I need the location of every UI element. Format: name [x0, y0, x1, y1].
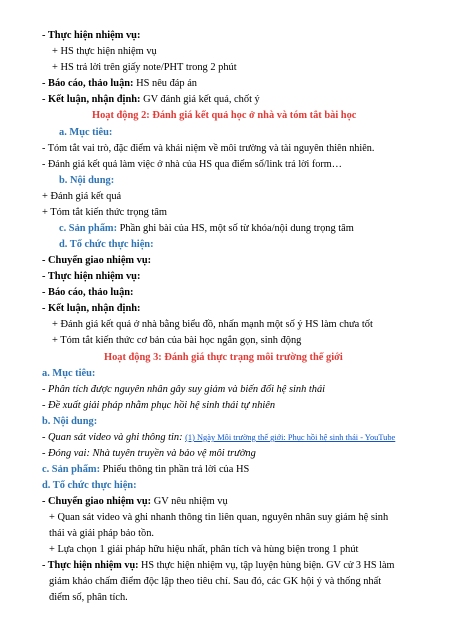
product-line: c. Sản phẩm: Phần ghi bài của HS, một số từ khóa/nội dung trọng tâm — [59, 223, 354, 234]
roleplay-line: - Đóng vai: Nhà tuyên truyền và bảo vệ môi trường — [42, 448, 256, 459]
bullet-line: + HS trả lời trên giấy note/PHT trong 2 phút — [52, 62, 237, 73]
conclusion-line: - Kết luận, nhận định: GV đánh giá kết quả, chốt ý — [42, 94, 260, 105]
report-line: - Báo cáo, thảo luận: HS nêu đáp án — [42, 78, 198, 89]
bullet-line: + Lựa chọn 1 giải pháp hữu hiệu nhất, phân tích và hùng biện trong 1 phút — [49, 544, 359, 555]
objective-line: - Đánh giá kết quả làm việc ở nhà của HS qua điểm số/link trả lời form… — [42, 159, 342, 170]
activity-2-heading: Hoạt động 2: Đánh giá kết quả học ở nhà và tóm tắt bài học — [92, 110, 357, 121]
content-line: + Đánh giá kết quả — [42, 191, 122, 202]
bullet-line: + Đánh giá kết quả ở nhà bằng biểu đồ, nhấn mạnh một số ý HS làm chưa tốt — [52, 319, 373, 330]
organization-label: d. Tổ chức thực hiện: — [59, 239, 154, 250]
do-task-label: - Thực hiện nhiệm vụ: — [42, 30, 141, 41]
bullet-line-continued: thái và giải pháp bảo tồn. — [49, 528, 155, 539]
do-task-line-continued: điểm số, phân tích. — [49, 592, 128, 603]
organization-label: d. Tổ chức thực hiện: — [42, 480, 137, 491]
do-task-label: - Thực hiện nhiệm vụ: — [42, 271, 141, 282]
content-label: b. Nội dung: — [59, 175, 115, 186]
youtube-video-link[interactable]: (1) Ngày Môi trường thế giới: Phục hồi hệ sinh thái - YouTube — [185, 433, 396, 442]
objective-line: - Tóm tắt vai trò, đặc điểm và khái niệm về môi trường và tài nguyên thiên nhiên. — [42, 143, 375, 154]
bullet-line: + HS thực hiện nhiệm vụ — [52, 46, 157, 57]
video-line: - Quan sát video và ghi thông tin: (1) Ngày Môi trường thế giới: Phục hồi hệ sinh thái - YouTube — [42, 432, 396, 443]
report-label: - Báo cáo, thảo luận: — [42, 287, 134, 298]
objective-label: a. Mục tiêu: — [59, 127, 113, 138]
product-line: c. Sản phẩm: Phiếu thông tin phần trả lời của HS — [42, 464, 250, 475]
content-label: b. Nội dung: — [42, 416, 98, 427]
assign-task-label: - Chuyển giao nhiệm vụ: — [42, 255, 152, 266]
objective-label: a. Mục tiêu: — [42, 368, 96, 379]
content-line: + Tóm tắt kiến thức trọng tâm — [42, 207, 167, 218]
bullet-line: + Tóm tắt kiến thức cơ bản của bài học ngắn gọn, sinh động — [52, 335, 302, 346]
objective-line: - Phân tích được nguyên nhân gây suy giảm và biến đổi hệ sinh thái — [42, 384, 326, 395]
do-task-line: - Thực hiện nhiệm vụ: HS thực hiện nhiệm vụ, tập luyện hùng biện. GV cử 3 HS làm — [42, 560, 395, 571]
conclusion-label: - Kết luận, nhận định: — [42, 303, 141, 314]
objective-line: - Đề xuất giải pháp nhằm phục hồi hệ sinh thái tự nhiên — [42, 400, 276, 411]
assign-task-line: - Chuyển giao nhiệm vụ: GV nêu nhiệm vụ — [42, 496, 228, 507]
do-task-line-continued: giám khảo chấm điểm độc lập theo tiêu chí. Sau đó, các GK hội ý và thống nhất — [49, 576, 382, 587]
bullet-line: + Quan sát video và ghi nhanh thông tin liên quan, nguyên nhân suy giảm hệ sinh — [49, 512, 389, 523]
activity-3-heading: Hoạt động 3: Đánh giá thực trạng môi trường thế giới — [104, 352, 343, 363]
